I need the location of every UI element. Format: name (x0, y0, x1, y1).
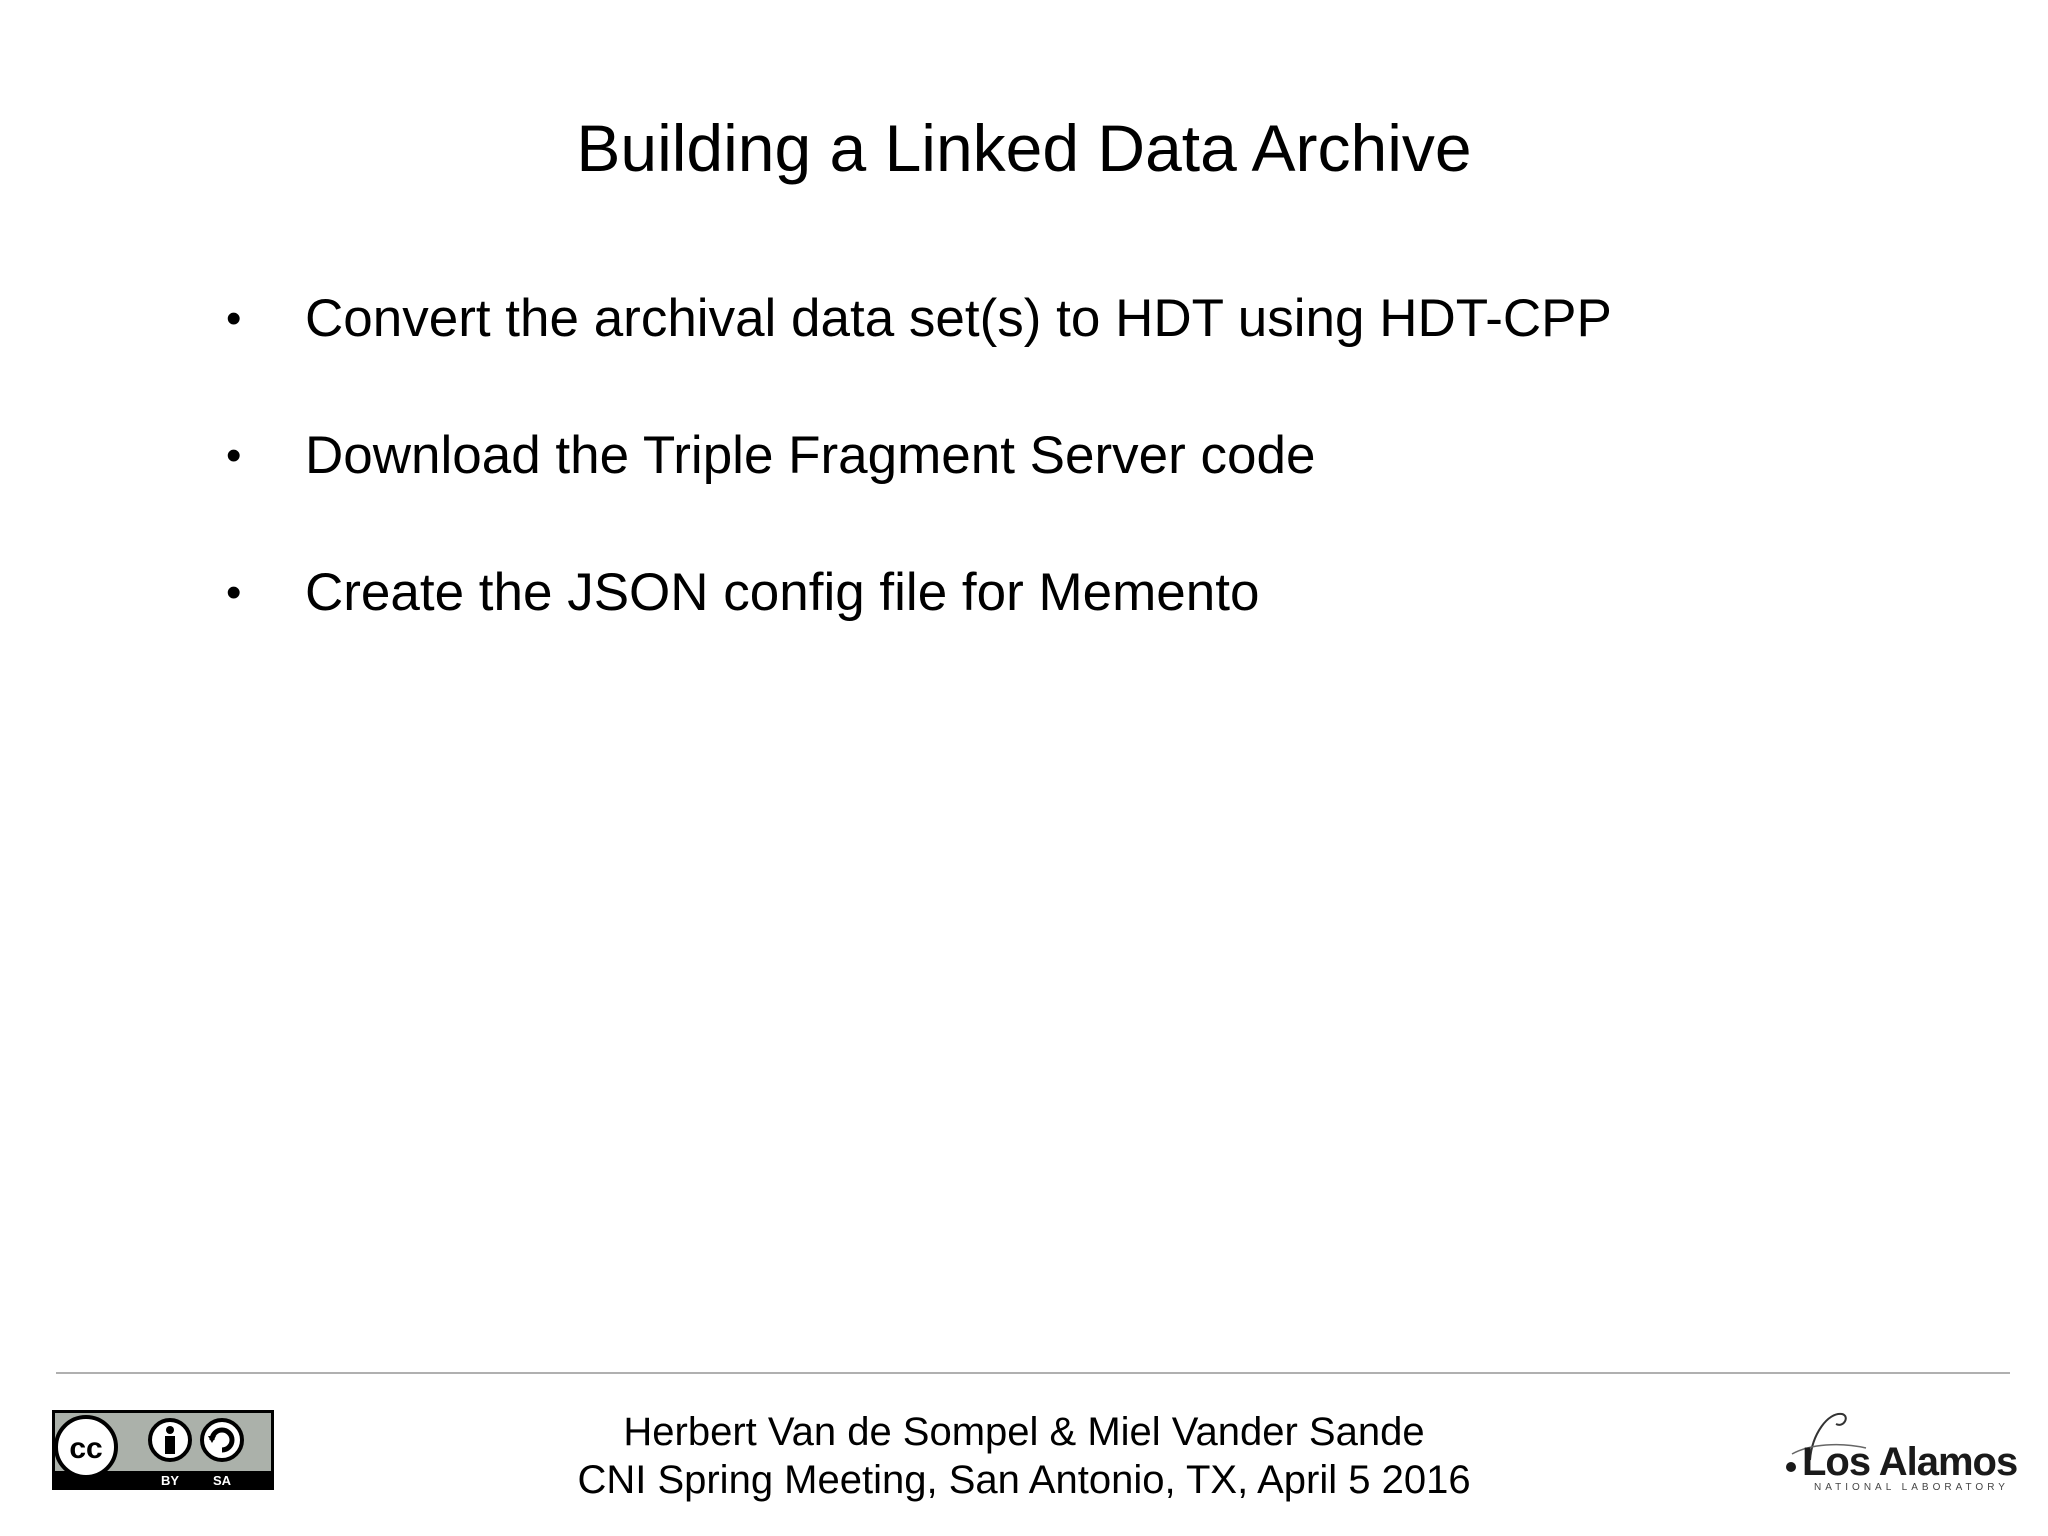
footer-text (0, 1408, 2048, 1504)
cc-text: cc (69, 1432, 103, 1465)
bullet-text: Convert the archival data set(s) to HDT using HDT-CPP (305, 289, 1612, 348)
footer-event: CNI Spring Meeting, San Antonio, TX, April 5 2016 (577, 1458, 1471, 1502)
bullet-marker: • (226, 294, 242, 343)
los-alamos-logo-icon (1770, 1404, 2018, 1494)
bullet-marker: • (226, 568, 242, 617)
logo-name: Los Alamos (1802, 1440, 2018, 1484)
slide-title: Building a Linked Data Archive (576, 111, 1472, 185)
bullet-marker: • (226, 431, 242, 480)
logo-dot (1786, 1462, 1796, 1472)
footer-divider (56, 1372, 2010, 1374)
bullet-text: Download the Triple Fragment Server code (305, 426, 1316, 485)
sa-text: SA (212, 1473, 232, 1488)
footer-authors: Herbert Van de Sompel & Miel Vander Sande (623, 1410, 1425, 1454)
by-text: BY (160, 1473, 180, 1488)
bullet-text: Create the JSON config file for Memento (305, 563, 1260, 622)
logo-subtitle: NATIONAL LABORATORY (1814, 1482, 2009, 1493)
